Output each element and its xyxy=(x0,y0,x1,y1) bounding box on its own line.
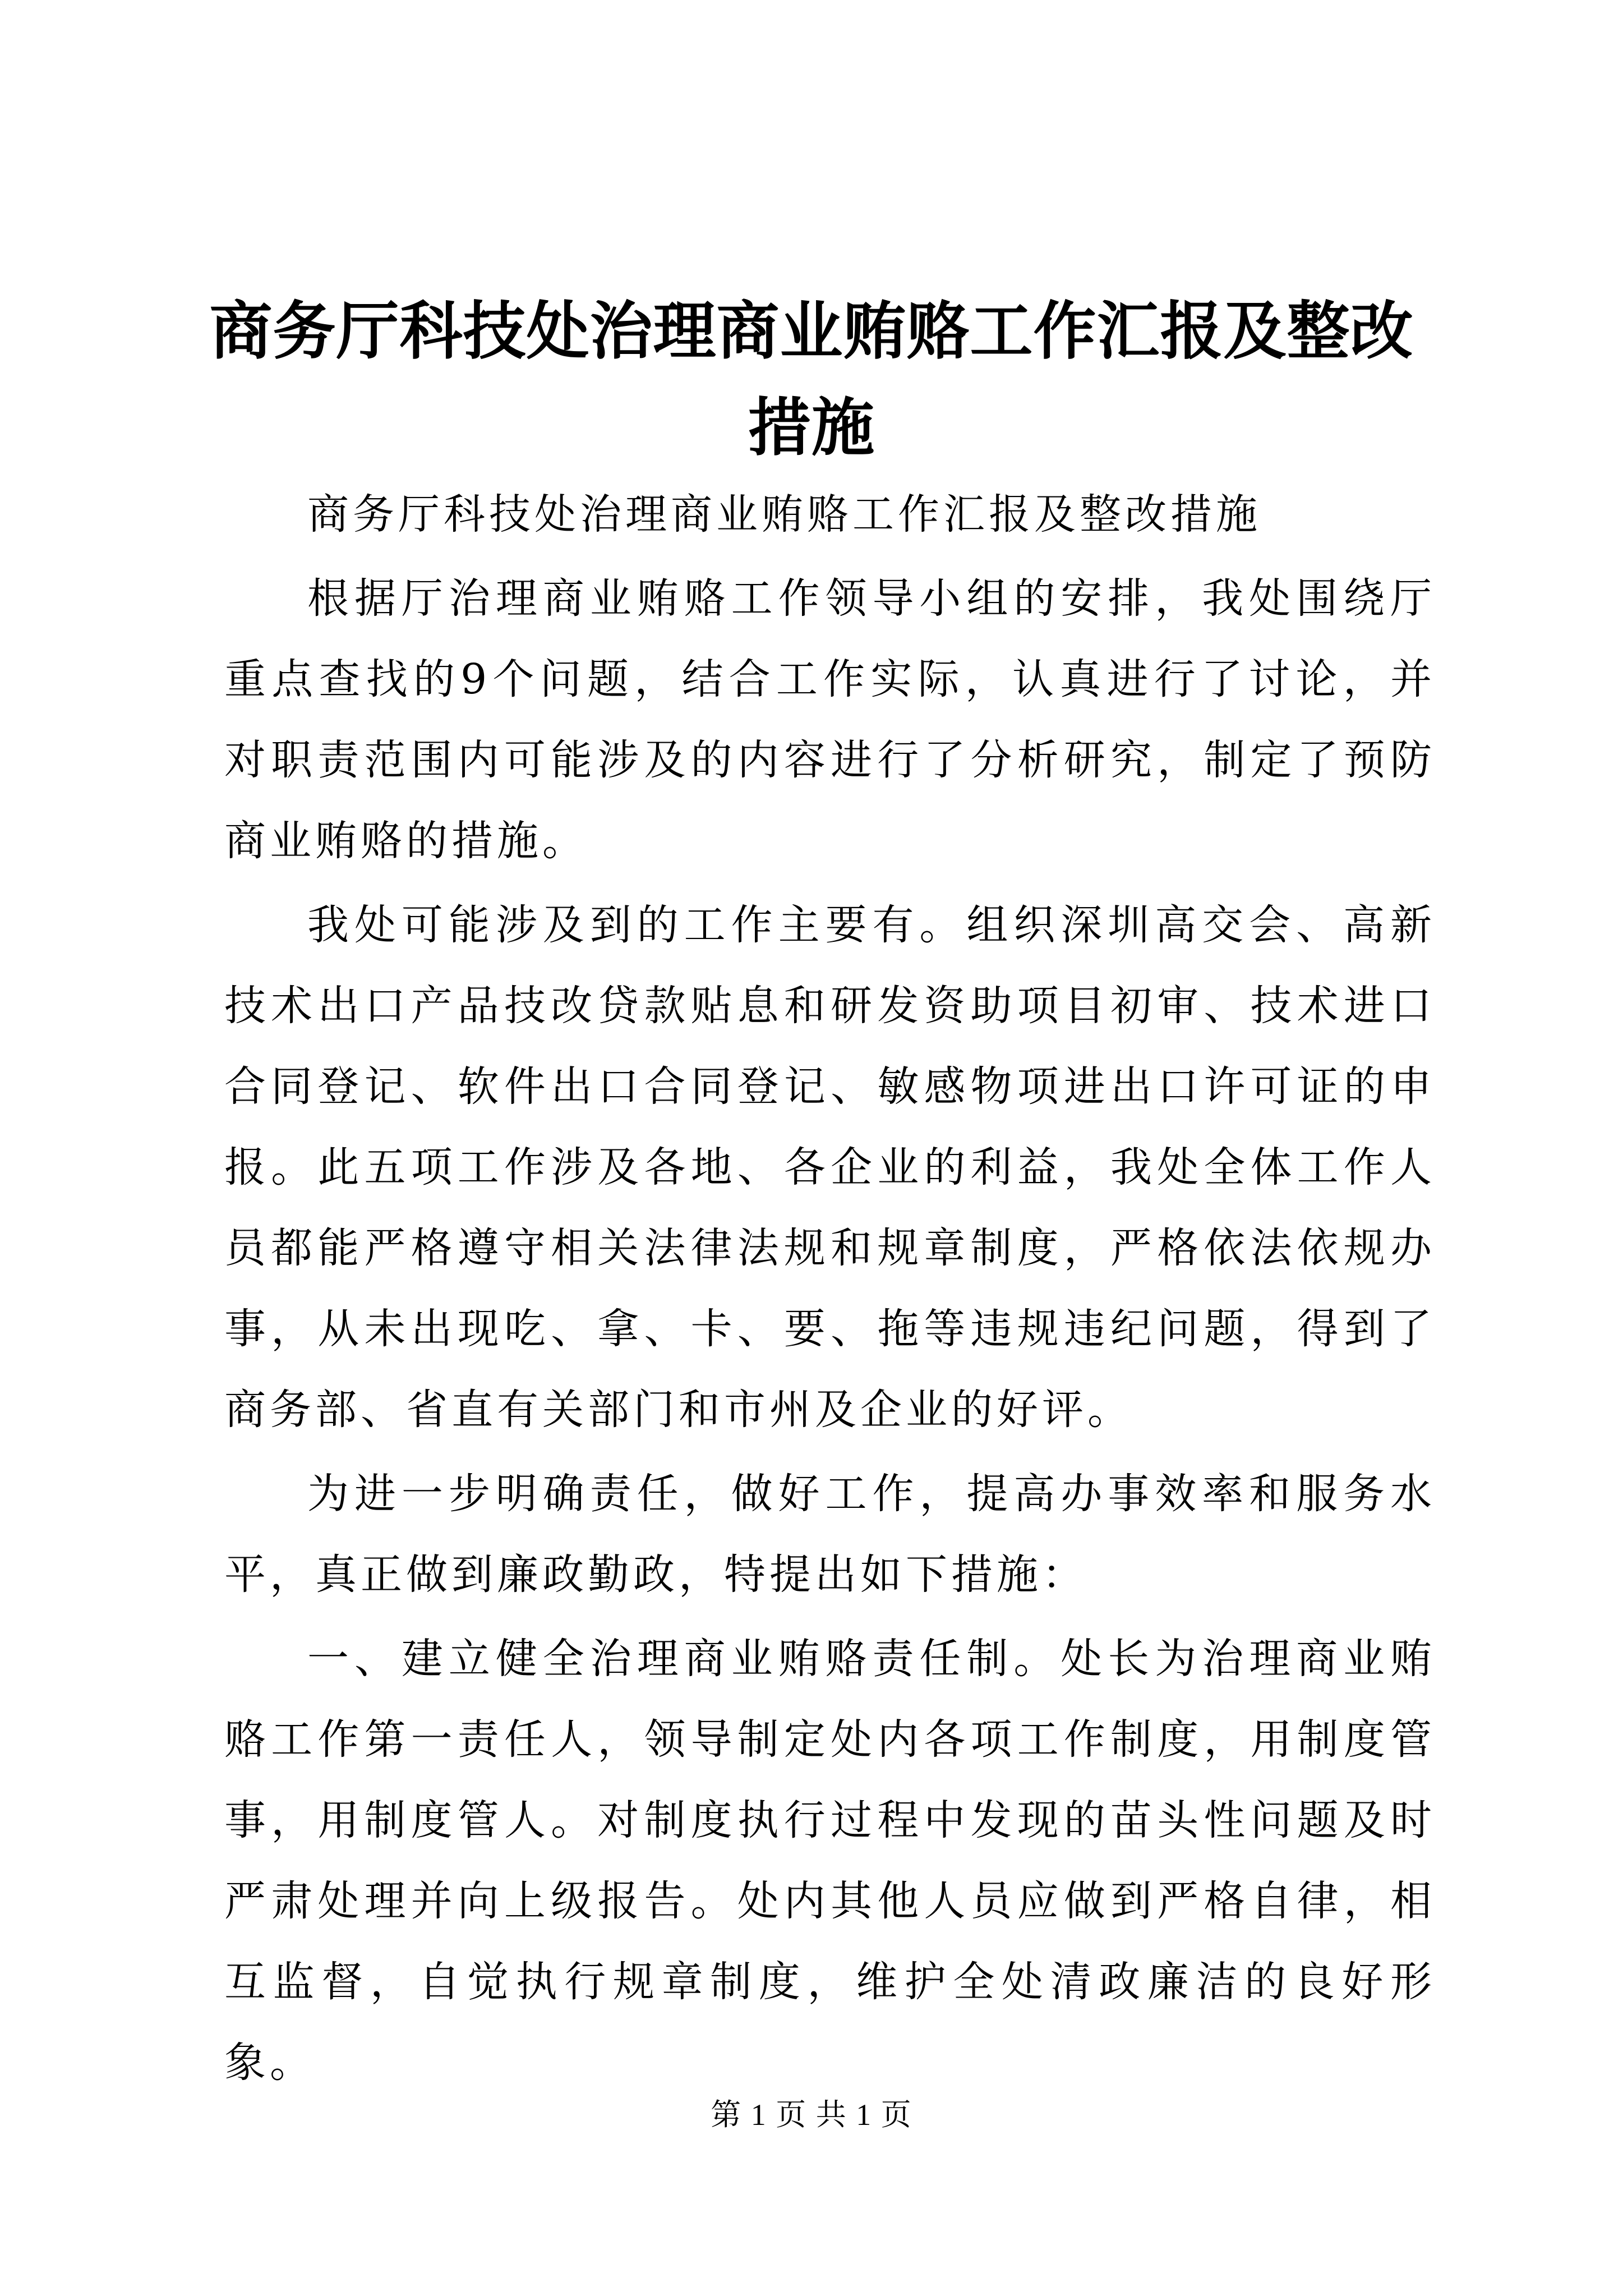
paragraph-subtitle: 商务厅科技处治理商业贿赂工作汇报及整改措施 xyxy=(307,490,1261,539)
paragraph-intro: 根据厅治理商业贿赂工作领导小组的安排，我处围绕厅重点查找的9个问题，结合工作实际，认真进行了讨论，并对职责范围内可能涉及的内容进行了分析研究，制定了预防商业贿赂的措施。 xyxy=(224,574,1436,865)
page-footer: 第 1 页 共 1 页 xyxy=(711,2098,912,2132)
document-body xyxy=(224,474,1436,2106)
paragraph-measures-intro: 为进一步明确责任，做好工作，提高办事效率和服务水平，真正做到廉政勤政，特提出如下措施： xyxy=(224,1470,1436,1599)
paragraph-measure-1: 一、建立健全治理商业贿赂责任制。处长为治理商业贿赂工作第一责任人，领导制定处内各项工作制度，用制度管事，用制度管人。对制度执行过程中发现的苗头性问题及时严肃处理并向上级报告。处内其他人员应做到严格自律，相互监督，自觉执行规章制度，维护全处清政廉洁的良好形象。 xyxy=(224,1635,1436,2087)
paragraph-work-scope: 我处可能涉及到的工作主要有。组织深圳高交会、高新技术出口产品技改贷款贴息和研发资助项目初审、技术进口合同登记、软件出口合同登记、敏感物项进出口许可证的申报。此五项工作涉及各地、各企业的利益，我处全体工作人员都能严格遵守相关法律法规和规章制度，严格依法依规办事，从未出现吃、拿、卡、要、拖等违规违纪问题，得到了商务部、省直有关部门和市州及企业的好评。 xyxy=(224,901,1436,1434)
document-title: 商务厅科技处治理商业贿赂工作汇报及整改措施 xyxy=(209,295,1414,464)
